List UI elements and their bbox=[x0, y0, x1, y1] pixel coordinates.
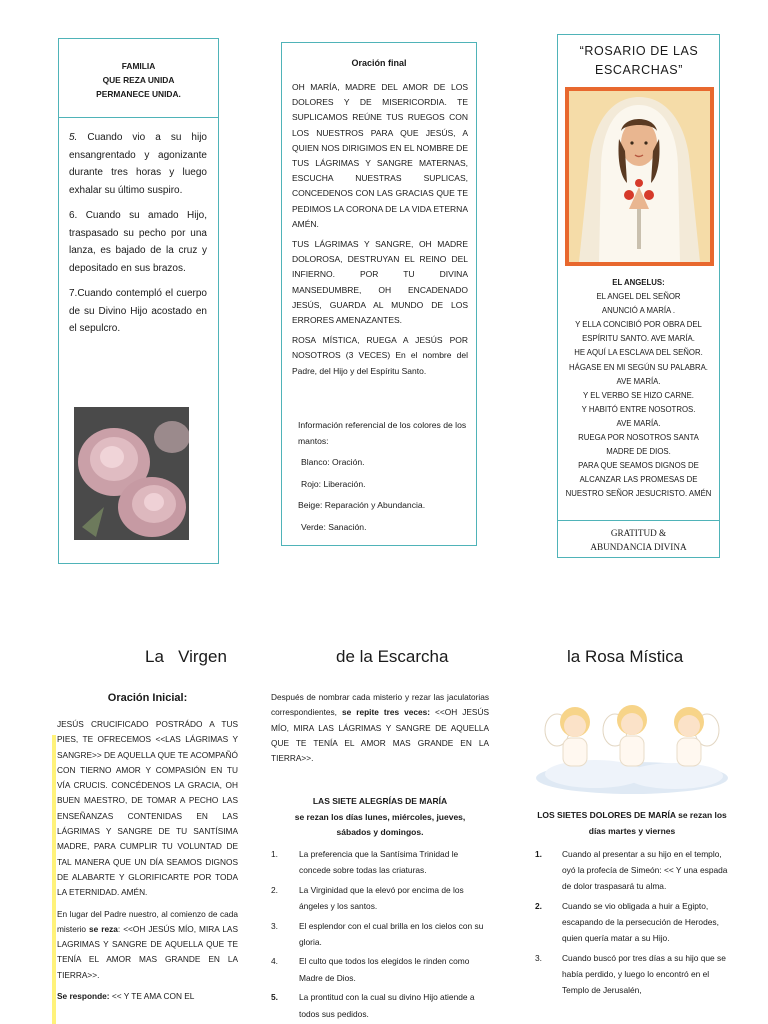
angelus-line: EL ANGEL DEL SEÑOR bbox=[596, 292, 681, 302]
angels-image bbox=[535, 690, 729, 796]
familia-line-1: FAMILIA bbox=[121, 61, 156, 71]
alegrias-heading bbox=[271, 794, 489, 841]
dolor-item-5: 5. Cuando vio a su hijo ensangrentado y agonizante durante tres horas y luego exhalar su último suspiro. bbox=[69, 132, 207, 196]
oracion-final-p3: ROSA MÍSTICA, RUEGA A JESÚS POR NOSOTROS (3 VECES) En el nombre del Padre, del Hijo y del Espíritu Santo. bbox=[292, 335, 468, 376]
oracion-final-body bbox=[292, 80, 468, 379]
virgin-image bbox=[565, 87, 714, 266]
oracion-final-p2: TUS LÁGRIMAS Y SANGRE, OH MADRE DOLOROSA, DESTRUYAN EL REINO DEL INFIERNO. POR TU DIVINA MANSEDUMBRE, OH ENCADENADO JESÚS, GUARDA AL MUNDO DE LOS ERRORES AMENAZANTES. bbox=[292, 239, 468, 326]
angelus-line: AVE MARÍA. bbox=[616, 418, 661, 428]
alegrias-list bbox=[271, 846, 489, 1022]
angelus-line: AVE MARÍA. bbox=[616, 376, 661, 386]
gratitud-line-2: ABUNDANCIA DIVINA bbox=[590, 542, 687, 552]
oracion-final-title: Oración final bbox=[351, 58, 407, 68]
angelus-title: EL ANGELUS: bbox=[612, 278, 665, 287]
mantos-info bbox=[298, 418, 468, 535]
familia-header bbox=[59, 59, 218, 101]
panel-familia bbox=[58, 38, 219, 564]
oracion-inicial-title: Oración Inicial: bbox=[107, 692, 188, 704]
gratitud-footer bbox=[558, 526, 719, 554]
dolores-subtitle: se rezan los días martes y viernes bbox=[588, 810, 727, 836]
manto-color-rojo: Rojo: Liberación. bbox=[301, 478, 366, 489]
angelus-line: Y ELLA CONCIBIÓ POR OBRA DEL bbox=[575, 320, 702, 330]
gratitud-line-1: GRATITUD & bbox=[610, 528, 667, 538]
panel-oracion-inicial bbox=[57, 690, 238, 1024]
angelus-block bbox=[560, 276, 717, 502]
manto-color-beige: Beige: Reparación y Abundancia. bbox=[298, 500, 426, 510]
familia-line-3: PERMANECE UNIDA. bbox=[96, 89, 181, 99]
angelus-line: PARA QUE SEAMOS DIGNOS DE bbox=[578, 461, 699, 471]
dolor-item-7: 7.Cuando contempló el cuerpo de su Divino Hijo acostado en el sepulcro. bbox=[69, 288, 207, 334]
oracion-inicial-p2: En lugar del Padre nuestro, al comienzo de cada misterio se reza: <<OH JESÚS MÍO, MIRA LAS LAGRIMAS Y SANGRE DE AQUELLA QUE TE TENÍA EL AMOR MAS GRANDE EN LA TIERRA>>. bbox=[57, 908, 239, 980]
alegrias-intro: Después de nombrar cada misterio y rezar las jaculatorias correspondientes, se repite tres veces: <<OH JESÚS MÍO, MIRA LAS LÁGRIMAS Y SANGRE DE AQUELLA QUE TE TENÍA EL AMOR MAS GRANDE EN LA TIERRA>>. bbox=[271, 692, 489, 764]
list-item: 1. La preferencia que la Santísima Trinidad le concede sobre todas las criaturas. bbox=[271, 849, 459, 876]
dolores-title: LOS SIETES DOLORES DE MARÍA bbox=[537, 810, 676, 820]
panel-alegrias bbox=[271, 690, 490, 1024]
list-item: 5. La prontitud con la cual su divino Hijo atiende a todos sus pedidos. bbox=[271, 992, 475, 1019]
dolores-list bbox=[535, 846, 729, 998]
oracion-final-p1: OH MARÍA, MADRE DEL AMOR DE LOS DOLORES Y DE MISERICORDIA. TE SUPLICAMOS REÚNE TUS RUEGOS CON LOS NUESTROS PARA QUE JESÚS, A QUIEN NOS DIRIGIMOS EN EL NOMBRE DE TUS LÁGRIMAS Y SANGRE MATERNAS, ESCUCHA NUESTRAS SUPLICAS, CONCEDENOS CON LAS GRACIAS QUE TE PEDIMOS LA CORONA DE LA VIDA ETERNA AMÉN. bbox=[292, 82, 468, 229]
title-la-virgen: La Virgen bbox=[145, 647, 227, 666]
familia-divider bbox=[59, 117, 218, 118]
title-la-rosa-mistica: la Rosa Mística bbox=[567, 647, 684, 666]
mantos-info-title: Información referencial de los colores de los mantos: bbox=[298, 420, 467, 446]
angelus-line: ANUNCIÓ A MARÍA . bbox=[601, 306, 676, 316]
dolores-heading bbox=[535, 808, 729, 839]
oracion-inicial-body bbox=[57, 717, 238, 1004]
list-item: 4. El culto que todos los elegidos le rinden como Madre de Dios. bbox=[271, 956, 486, 983]
title-de-la-escarcha: de la Escarcha bbox=[336, 647, 449, 666]
rosario-divider bbox=[558, 520, 719, 521]
dolores-continuation bbox=[69, 129, 207, 338]
yellow-highlight-bar bbox=[52, 735, 56, 1024]
angelus-line: NUESTRO SEÑOR JESUCRISTO. AMÉN bbox=[565, 489, 712, 499]
angelus-line: HÁGASE EN MI SEGÚN SU PALABRA. bbox=[569, 362, 708, 372]
alegrias-subtitle: se rezan los días lunes, miércoles, jueves, sábados y domingos. bbox=[294, 811, 466, 837]
panel-dolores bbox=[535, 686, 730, 1024]
oracion-inicial-p1: JESÚS CRUCIFICADO POSTRÁDO A TUS PIES, TE OFRECEMOS <<LAS LÁGRIMAS Y SANGRE>> DE AQUELLA QUE TE ACOMPAÑÓ CON TIERNO AMOR Y COMPASIÓN EN TU VÍA CRUCIS. CONCÉDENOS LA GRACIA, OH BUEN MAESTRO, DE TOMAR A PECHO LAS ENSEÑANZAS CONTENIDAS EN LAS LÁGRIMAS Y SANGRE DE TU SANTÍSIMA MADRE, PARA CUMPLIR TU VOLUNTAD DE TAL MANERA QUE UN DÍA SEAMOS DIGNOS DE ALABARTE Y GLORIFICARTE POR TODA LA ETERNIDAD. AMÉN. bbox=[57, 719, 238, 898]
panel-rosario-escarchas bbox=[557, 34, 720, 558]
list-item: 3. El esplendor con el cual brilla en los cielos con su gloria. bbox=[271, 920, 484, 948]
list-item: 2. Cuando se vio obligada a huir a Egipto, escapando de la persecución de Herodes, quien quería matar a su Hijo. bbox=[535, 901, 719, 943]
angelus-line: MADRE DE DIOS. bbox=[606, 447, 671, 457]
oracion-inicial-p3: Se responde: << Y TE AMA CON EL bbox=[57, 991, 195, 1002]
manto-color-verde: Verde: Sanación. bbox=[301, 521, 367, 532]
list-item: 2. La Virginidad que la elevó por encima de los ángeles y los santos. bbox=[271, 884, 464, 912]
rosario-title: “ROSARIO DE LAS ESCARCHAS” bbox=[579, 44, 699, 77]
angelus-line: ESPÍRITU SANTO. AVE MARÍA. bbox=[582, 334, 695, 344]
panel-oracion-final bbox=[281, 42, 477, 546]
roses-image bbox=[74, 407, 189, 540]
angelus-line: HE AQUÍ LA ESCLAVA DEL SEÑOR. bbox=[574, 348, 703, 358]
angelus-line: ALCANZAR LAS PROMESAS DE bbox=[579, 475, 698, 485]
list-item: 1. Cuando al presentar a su hijo en el templo, oyó la profecía de Simeón: << Y una espada de dolor traspasará tu alma. bbox=[535, 849, 728, 891]
dolor-item-6: 6. Cuando su amado Hijo, traspasado su pecho por una lanza, es bajado de la cruz y depositado en sus brazos. bbox=[69, 210, 207, 274]
list-item: 3. Cuando buscó por tres días a su hijo que se había perdido, y luego lo encontró en el Templo de Jerusalén, bbox=[535, 953, 726, 995]
angelus-line: Y EL VERBO SE HIZO CARNE. bbox=[583, 390, 694, 400]
alegrias-title: LAS SIETE ALEGRÍAS DE MARÍA bbox=[312, 796, 448, 806]
angelus-line: Y HABITÓ ENTRE NOSOTROS. bbox=[581, 404, 696, 414]
familia-line-2: QUE REZA UNIDA bbox=[102, 75, 175, 85]
angelus-line: RUEGA POR NOSOTROS SANTA bbox=[578, 433, 699, 443]
manto-color-blanco: Blanco: Oración. bbox=[301, 457, 365, 467]
